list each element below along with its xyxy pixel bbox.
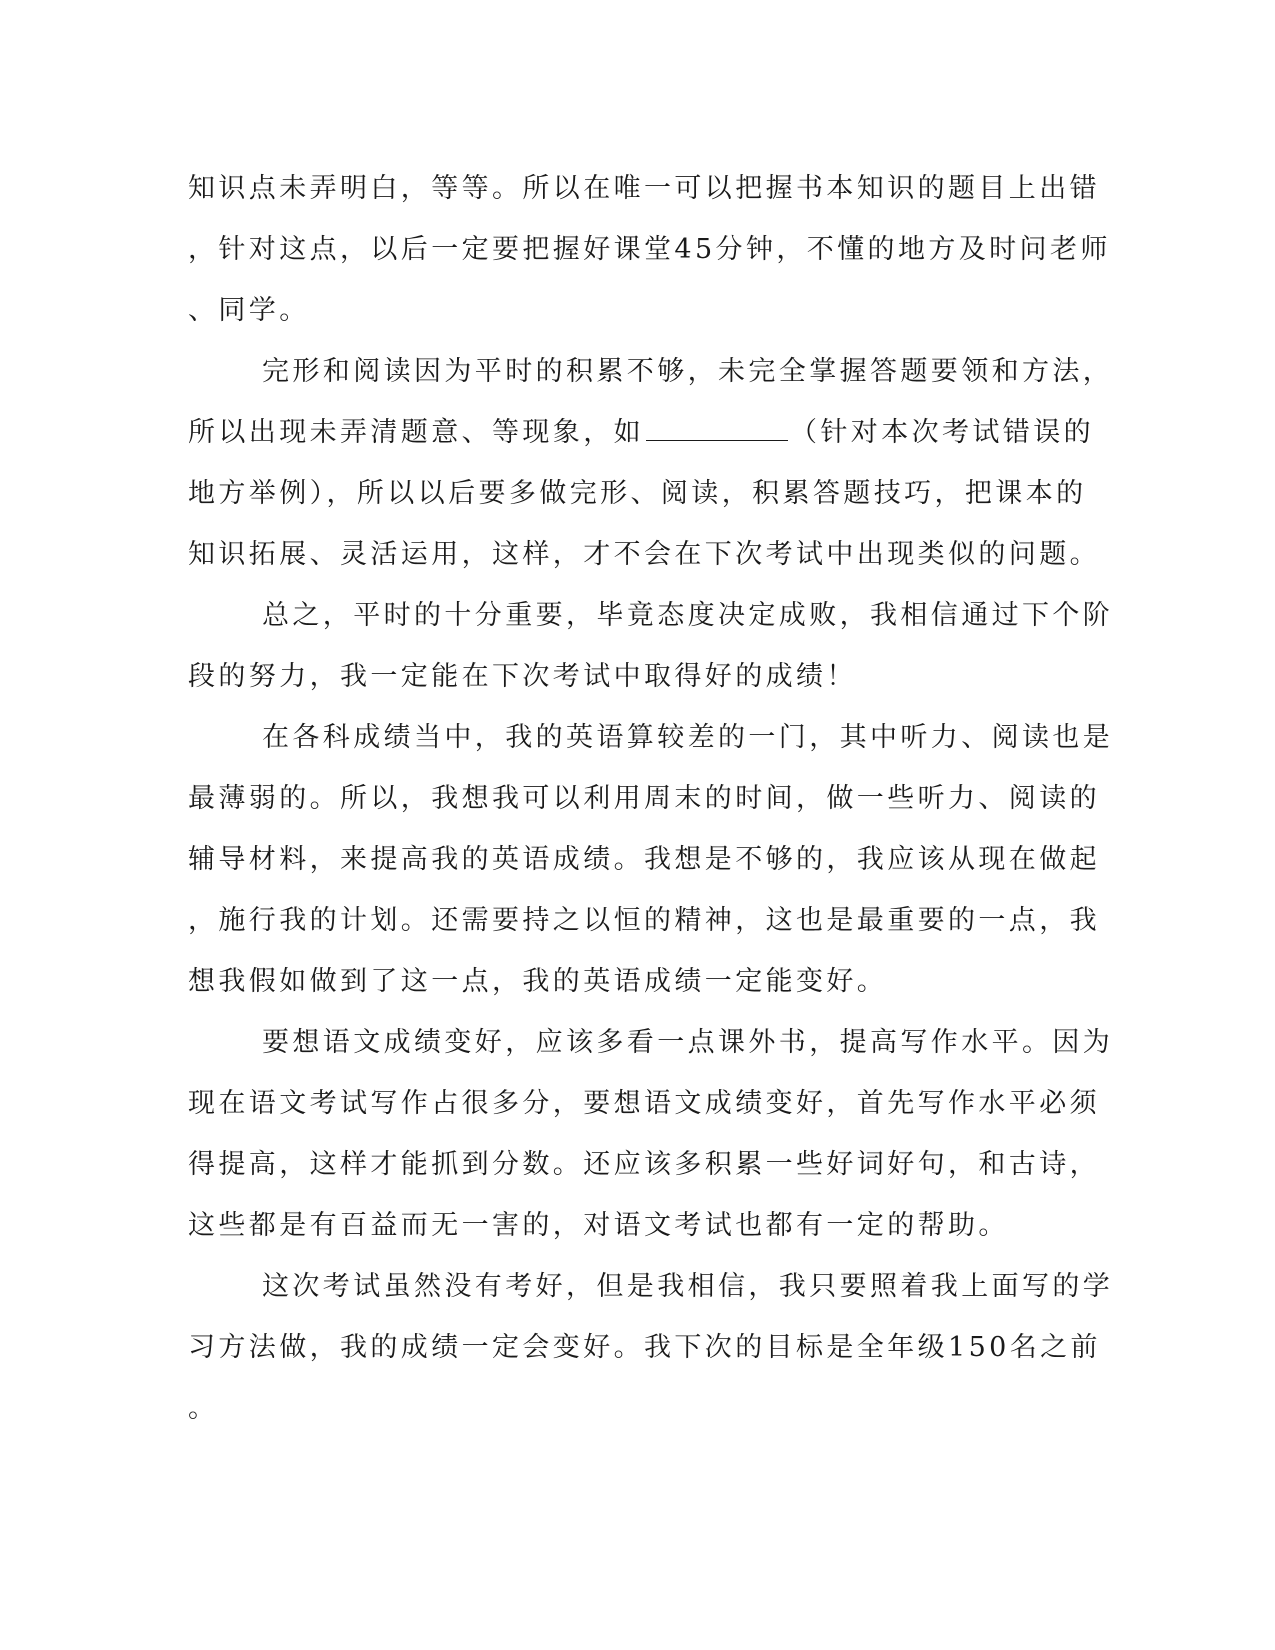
text-segment: （针对本次考试错误的: [790, 417, 1094, 448]
text-line: 想我假如做到了这一点，我的英语成绩一定能变好。: [188, 966, 888, 997]
paragraph-start-line: 这次考试虽然没有考好，但是我相信，我只要照着我上面写的学: [262, 1271, 1114, 1302]
paragraph-start-line: 在各科成绩当中，我的英语算较差的一门，其中听力、阅读也是: [262, 722, 1114, 753]
text-line: 知识点未弄明白，等等。所以在唯一可以把握书本知识的题目上出错: [188, 173, 1100, 204]
text-line: 地方举例），所以以后要多做完形、阅读，积累答题技巧，把课本的: [188, 478, 1087, 509]
text-line: 段的努力，我一定能在下次考试中取得好的成绩！: [188, 661, 857, 692]
paragraph-start-line: 总之，平时的十分重要，毕竟态度决定成败，我相信通过下个阶: [262, 600, 1114, 631]
text-line: 这些都是有百益而无一害的，对语文考试也都有一定的帮助。: [188, 1210, 1009, 1241]
text-line: 辅导材料，来提高我的英语成绩。我想是不够的，我应该从现在做起: [188, 844, 1100, 875]
text-segment: 所以出现未弄清题意、等现象，如: [188, 417, 644, 448]
text-line: ，施行我的计划。还需要持之以恒的精神，这也是最重要的一点，我: [188, 905, 1100, 936]
document-body: [188, 158, 1114, 1439]
text-line: 。: [188, 1393, 219, 1424]
text-line-with-blank: [188, 402, 1094, 463]
text-line: 、同学。: [188, 295, 310, 326]
text-line: 得提高，这样才能抓到分数。还应该多积累一些好词好句，和古诗，: [188, 1149, 1100, 1180]
text-line: 习方法做，我的成绩一定会变好。我下次的目标是全年级150名之前: [188, 1332, 1101, 1363]
text-line: 现在语文考试写作占很多分，要想语文成绩变好，首先写作水平必须: [188, 1088, 1100, 1119]
paragraph-start-line: 完形和阅读因为平时的积累不够，未完全掌握答题要领和方法，: [262, 356, 1114, 387]
paragraph-start-line: 要想语文成绩变好，应该多看一点课外书，提高写作水平。因为: [262, 1027, 1114, 1058]
text-line: 最薄弱的。所以，我想我可以利用周末的时间，做一些听力、阅读的: [188, 783, 1100, 814]
fill-in-blank: [646, 418, 788, 441]
text-line: ，针对这点，以后一定要把握好课堂45分钟，不懂的地方及时问老师: [188, 234, 1111, 265]
text-line: 知识拓展、灵活运用，这样，才不会在下次考试中出现类似的问题。: [188, 539, 1100, 570]
